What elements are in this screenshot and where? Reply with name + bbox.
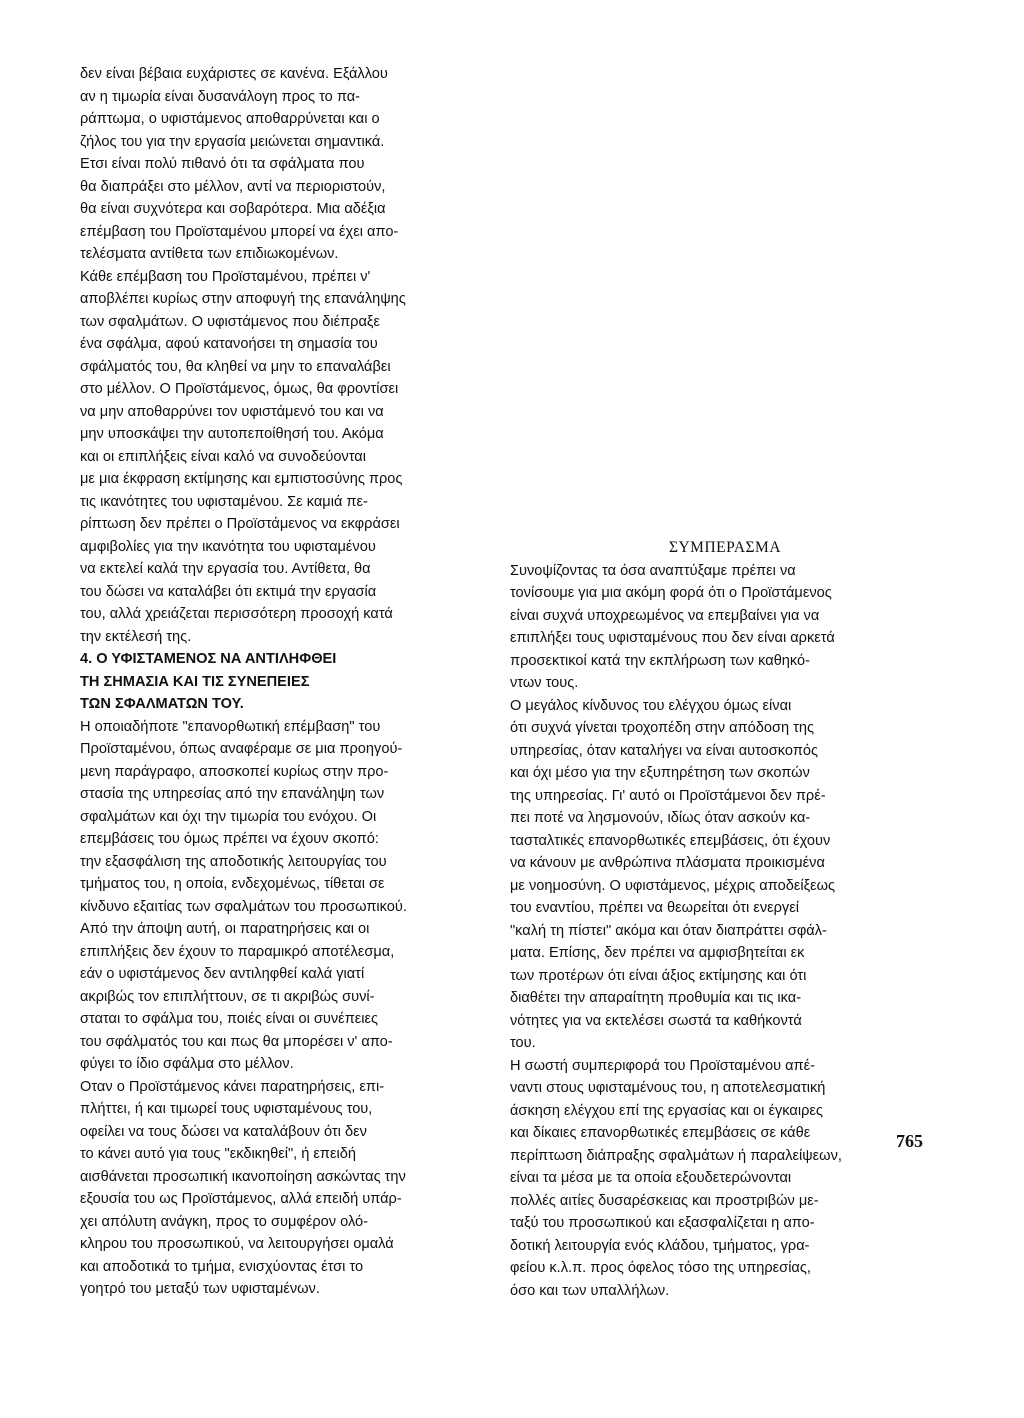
left-column-text bbox=[80, 63, 490, 716]
text-line: φύγει το ίδιο σφάλμα στο μέλλον. bbox=[80, 1056, 294, 1072]
text-line: να μην αποθαρρύνει τον υφιστάμενό του και να bbox=[80, 403, 384, 420]
text-line: των σφαλμάτων. Ο υφιστάμενος που διέπραξε bbox=[80, 313, 380, 330]
text-line: ότι συχνά γίνεται τροχοπέδη στην απόδοση της bbox=[510, 720, 815, 736]
text-line: στασία της υπηρεσίας από την επανάληψη των bbox=[80, 786, 385, 802]
text-line: με νοημοσύνη. Ο υφιστάμενος, μέχρις αποδείξεως bbox=[510, 877, 836, 894]
text-line: θα είναι συχνότερα και σοβαρότερα. Μια αδέξια bbox=[80, 201, 386, 217]
text-line: φείου κ.λ.π. προς όφελος τόσο της υπηρεσίας, bbox=[510, 1260, 811, 1276]
text-line: μενη παράγραφο, αποσκοπεί κυρίως στην προ- bbox=[80, 763, 389, 780]
text-line: Συνοψίζοντας τα όσα αναπτύξαμε πρέπει να bbox=[510, 562, 796, 579]
text-line: επιπλήξεις δεν έχουν το παραμικρό αποτέλεσμα, bbox=[80, 943, 395, 960]
text-line: κίνδυνο εξαιτίας των σφαλμάτων του προσωπικού. bbox=[80, 898, 407, 915]
text-line: ζήλος του για την εργασία μειώνεται σημαντικά. bbox=[80, 133, 385, 150]
text-line: σταται το σφάλμα του, ποιές είναι οι συνέπειες bbox=[80, 1011, 379, 1027]
text-line: περίπτωση διάπραξης σφαλμάτων ή παραλείψεων, bbox=[510, 1147, 842, 1164]
text-line: Ετσι είναι πολύ πιθανό ότι τα σφάλματα που bbox=[80, 156, 365, 172]
text-line: Κάθε επέμβαση του Προϊσταμένου, πρέπει ν' bbox=[80, 268, 371, 285]
text-line: τασταλτικές επανορθωτικές επεμβάσεις, ότι έχουν bbox=[510, 832, 831, 849]
text-line: ακριβώς τον επιπλήττουν, σε τι ακριβώς συνί- bbox=[80, 988, 375, 1005]
section-heading-line: 4. Ο ΥΦΙΣΤΑΜΕΝΟΣ ΝΑ ΑΝΤΙΛΗΦΘΕΙ bbox=[80, 651, 337, 667]
text-line: ντων τους. bbox=[510, 675, 579, 691]
text-line: όσο και των υπαλλήλων. bbox=[510, 1282, 670, 1299]
text-line: νότητες για να εκτελέσει σωστά τα καθήκοντά bbox=[510, 1012, 802, 1029]
text-line: εάν ο υφιστάμενος δεν αντιληφθεί καλά γιατί bbox=[80, 966, 365, 982]
text-line: πλήττει, ή και τιμωρεί τους υφισταμένους του, bbox=[80, 1101, 373, 1117]
text-line: "καλή τη πίστει" ακόμα και όταν διαπράττει σφάλ- bbox=[510, 922, 827, 939]
text-line: Η σωστή συμπεριφορά του Προϊσταμένου απέ- bbox=[510, 1057, 815, 1074]
text-line: Ο μεγάλος κίνδυνος του ελέγχου όμως είναι bbox=[510, 697, 792, 714]
text-line: επέμβαση του Προϊσταμένου μπορεί να έχει απο- bbox=[80, 223, 399, 240]
text-line: σφαλμάτων και όχι την τιμωρία του ενόχου. Οι bbox=[80, 808, 377, 825]
text-line: και οι επιπλήξεις είναι καλό να συνοδεύονται bbox=[80, 448, 366, 465]
right-column-text bbox=[510, 537, 940, 1302]
text-line: του. bbox=[510, 1035, 536, 1051]
text-line: την εξασφάλιση της αποδοτικής λειτουργίας του bbox=[80, 853, 387, 870]
text-line: ταξύ του προσωπικού και εξασφαλίζεται η απο- bbox=[510, 1215, 815, 1231]
page-number: 765 bbox=[896, 1131, 923, 1151]
text-line: προσεκτικοί κατά την εκπλήρωση των καθηκό- bbox=[510, 652, 811, 669]
text-line: τμήματος του, η οποία, ενδεχομένως, τίθεται σε bbox=[80, 876, 385, 892]
text-line: Οταν ο Προϊστάμενος κάνει παρατηρήσεις, επι- bbox=[80, 1078, 385, 1095]
text-line: Η οποιαδήποτε "επανορθωτική επέμβαση" του bbox=[80, 718, 381, 735]
text-line: και αποδοτικά το τμήμα, ενισχύοντας έτσι το bbox=[80, 1258, 364, 1275]
text-line: κληρου του προσωπικού, να λειτουργήσει ομαλά bbox=[80, 1236, 394, 1252]
text-line: σφάλματός του, θα κληθεί να μην το επαναλάβει bbox=[80, 358, 391, 375]
section-heading-line: ΤΩΝ ΣΦΑΛΜΑΤΩΝ ΤΟΥ. bbox=[80, 696, 244, 712]
text-line: οφείλει να τους δώσει να καταλάβουν ότι δεν bbox=[80, 1123, 367, 1140]
text-line: επεμβάσεις του όμως πρέπει να έχουν σκοπό: bbox=[80, 831, 379, 847]
text-line: πολλές αιτίες δυσαρέσκειας και προστριβών με- bbox=[510, 1192, 819, 1209]
text-line: ράπτωμα, ο υφιστάμενος αποθαρρύνεται και ο bbox=[80, 111, 380, 127]
text-line: με μια έκφραση εκτίμησης και εμπιστοσύνης προς bbox=[80, 471, 403, 487]
text-line: τις ικανότητες του υφισταμένου. Σε καμιά πε- bbox=[80, 493, 368, 510]
text-line: ένα σφάλμα, αφού κατανοήσει τη σημασία του bbox=[80, 336, 378, 352]
text-line: το κάνει αυτό για τους "εκδικηθεί", ή επειδή bbox=[80, 1146, 356, 1162]
text-line: του δώσει να καταλάβει ότι εκτιμά την εργασία bbox=[80, 583, 377, 600]
text-line: να κάνουν με ανθρώπινα πλάσματα προικισμένα bbox=[510, 855, 825, 871]
text-line: και δίκαιες επανορθωτικές επεμβάσεις σε κάθε bbox=[510, 1125, 811, 1141]
section-title-conclusion: ΣΥΜΠΕΡΑΣΜΑ bbox=[668, 539, 782, 556]
text-line: τονίσουμε για μια ακόμη φορά ότι ο Προϊστάμενος bbox=[510, 585, 832, 601]
text-line: υπηρεσίας, όταν καταλήγει να είναι αυτοσκοπός bbox=[510, 742, 819, 759]
text-line: αν η τιμωρία είναι δυσανάλογη προς το πα- bbox=[80, 88, 360, 105]
text-line: θα διαπράξει στο μέλλον, αντί να περιοριστούν, bbox=[80, 178, 386, 195]
text-line: να εκτελεί καλά την εργασία του. Αντίθετα, θα bbox=[80, 561, 371, 577]
text-line: δεν είναι βέβαια ευχάριστες σε κανένα. Εξάλλου bbox=[80, 66, 388, 82]
section-heading-line: ΤΗ ΣΗΜΑΣΙΑ ΚΑΙ ΤΙΣ ΣΥΝΕΠΕΙΕΣ bbox=[80, 673, 310, 690]
text-line: άσκηση ελέγχου επί της εργασίας και οι έγκαιρες bbox=[510, 1102, 823, 1119]
text-line: Προϊσταμένου, όπως αναφέραμε σε μια προηγού- bbox=[80, 741, 403, 757]
text-line: Από την άποψη αυτή, οι παρατηρήσεις και οι bbox=[80, 921, 370, 937]
text-line: αισθάνεται προσωπική ικανοποίηση ασκώντας την bbox=[80, 1168, 406, 1185]
text-line: γοητρό του μεταξύ των υφισταμένων. bbox=[80, 1281, 320, 1297]
text-line: μην υποσκάψει την αυτοπεποίθησή του. Ακόμα bbox=[80, 426, 384, 442]
text-line: την εκτέλεσή της. bbox=[80, 628, 192, 645]
text-line: είναι τα μέσα με τα οποία εξουδετερώνονται bbox=[510, 1170, 792, 1186]
text-line: του σφάλματός του και πως θα μπορέσει ν' απο- bbox=[80, 1033, 393, 1050]
text-line: διαθέτει την απαραίτητη προθυμία και τις ικα- bbox=[510, 990, 802, 1006]
text-line: αμφιβολίες για την ικανότητα του υφισταμένου bbox=[80, 538, 376, 555]
left-column-text-continued bbox=[80, 716, 490, 1301]
text-line: εξουσία του ως Προϊστάμενος, αλλά επειδή υπάρ- bbox=[80, 1191, 402, 1207]
text-line: του, αλλά χρειάζεται περισσότερη προσοχή κατά bbox=[80, 606, 393, 622]
text-line: των προτέρων ότι είναι άξιος εκτίμησης και ότι bbox=[510, 967, 807, 984]
text-line: δοτική λειτουργία ενός κλάδου, τμήματος, γρα- bbox=[510, 1237, 810, 1254]
text-line: της υπηρεσίας. Γι' αυτό οι Προϊστάμενοι δεν πρέ- bbox=[510, 787, 826, 804]
text-line: πει ποτέ να λησμονούν, ιδίως όταν ασκούν κα- bbox=[510, 810, 811, 826]
text-line: του εναντίου, πρέπει να θεωρείται ότι ενεργεί bbox=[510, 900, 799, 916]
text-line: τελέσματα αντίθετα των επιδιωκομένων. bbox=[80, 246, 339, 262]
text-line: είναι συχνά υποχρεωμένος να επεμβαίνει για να bbox=[510, 607, 820, 624]
text-line: στο μέλλον. Ο Προϊστάμενος, όμως, θα φροντίσει bbox=[80, 381, 399, 397]
text-line: ρίπτωση δεν πρέπει ο Προϊστάμενος να εκφράσει bbox=[80, 516, 400, 532]
text-line: χει απόλυτη ανάγκη, προς το συμφέρον ολό- bbox=[80, 1213, 368, 1230]
text-line: αποβλέπει κυρίως στην αποφυγή της επανάληψης bbox=[80, 291, 406, 307]
text-line: επιπλήξει τους υφισταμένους που δεν είναι αρκετά bbox=[510, 630, 835, 646]
text-line: ναντι στους υφισταμένους του, η αποτελεσματική bbox=[510, 1080, 826, 1096]
text-line: και όχι μέσο για την εξυπηρέτηση των σκοπών bbox=[510, 765, 810, 781]
text-line: ματα. Επίσης, δεν πρέπει να αμφισβητείται εκ bbox=[510, 945, 805, 961]
